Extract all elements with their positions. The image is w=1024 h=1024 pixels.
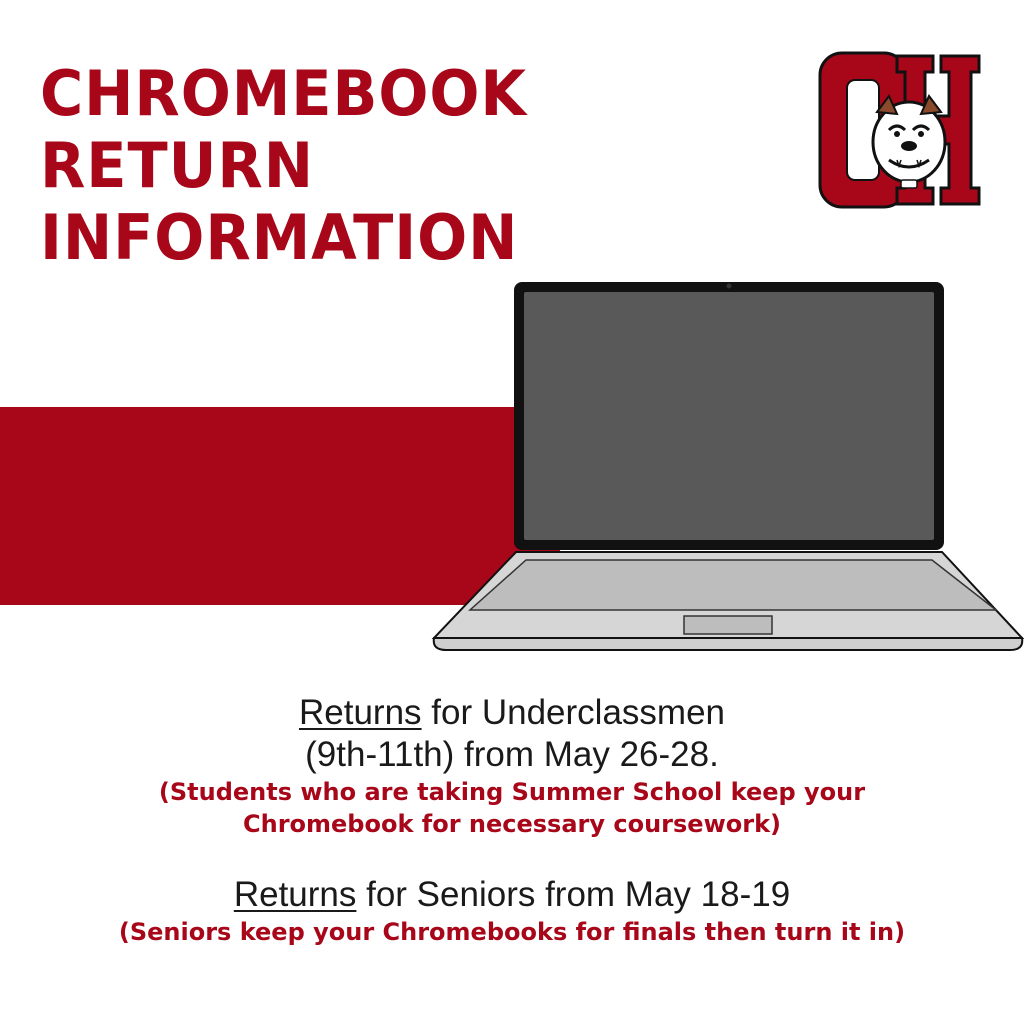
laptop-illustration xyxy=(430,280,1024,652)
underclassmen-dates: (9th-11th) from May 26-28. xyxy=(305,735,719,774)
underclassmen-label: for Underclassmen xyxy=(421,693,725,732)
underclassmen-returns-line xyxy=(0,692,1024,734)
laptop-trackpad xyxy=(684,616,772,634)
seniors-returns-line xyxy=(0,874,1024,916)
summer-school-note-line-1: (Students who are taking Summer School keep your xyxy=(158,778,866,806)
webcam-icon xyxy=(727,284,732,289)
school-logo xyxy=(817,50,983,210)
summer-school-note-line-2: Chromebook for necessary coursework) xyxy=(243,810,781,838)
returns-underline-text: Returns xyxy=(298,693,422,732)
laptop-screen xyxy=(524,292,934,540)
seniors-label: for Seniors from May 18-19 xyxy=(356,875,791,914)
return-info xyxy=(0,692,1024,948)
returns-underline-text: Returns xyxy=(233,875,357,914)
title-line-3: INFORMATION xyxy=(40,201,519,274)
title-line-2: RETURN xyxy=(40,129,314,202)
laptop-keyboard-area xyxy=(470,560,996,610)
title-line-1: CHROMEBOOK xyxy=(40,57,527,130)
page-title xyxy=(40,58,527,274)
seniors-note: (Seniors keep your Chromebooks for finals then turn it in) xyxy=(118,918,906,946)
laptop-bottom-edge xyxy=(434,638,1023,650)
